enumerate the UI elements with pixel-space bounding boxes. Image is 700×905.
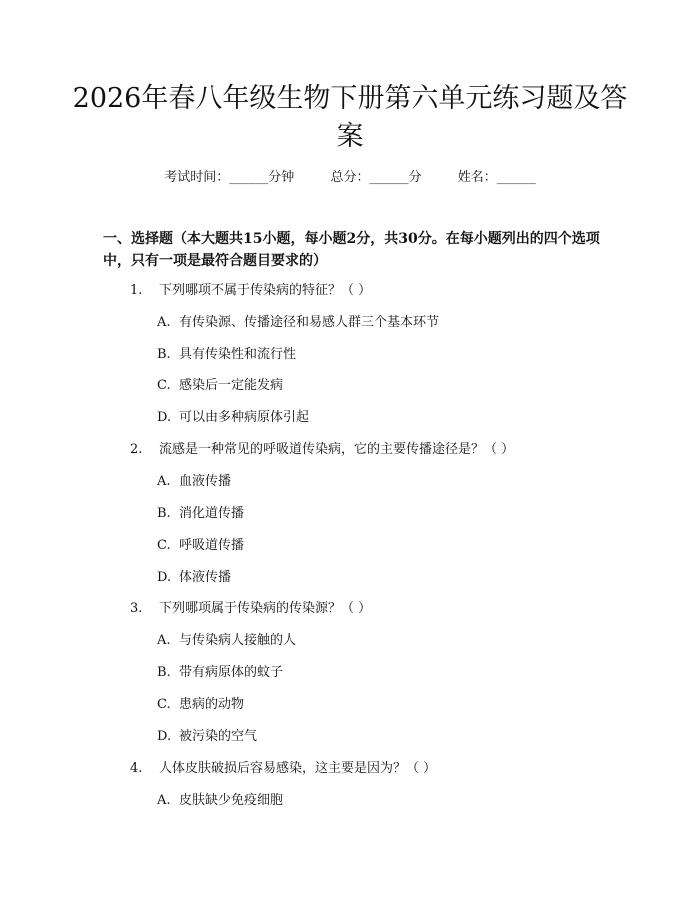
- question-2-option-a: [157, 473, 231, 491]
- question-3-option-d: [157, 728, 257, 746]
- option-letter: A.: [157, 474, 171, 489]
- question-4: [130, 760, 436, 778]
- option-text: 患病的动物: [179, 697, 245, 712]
- option-letter: B.: [157, 506, 171, 521]
- option-text: 有传染源、传播途径和易感人群三个基本环节: [179, 315, 440, 330]
- option-letter: D.: [157, 729, 172, 744]
- option-letter: D.: [157, 410, 172, 425]
- exam-name: 姓名：______: [457, 170, 536, 185]
- option-text: 带有病原体的蚊子: [179, 665, 284, 680]
- option-text: 感染后一定能发病: [179, 378, 284, 393]
- question-1-option-a: [157, 314, 439, 332]
- option-letter: A.: [157, 793, 171, 808]
- exam-meta: [0, 168, 700, 188]
- option-text: 具有传染性和流行性: [179, 347, 297, 362]
- question-number: 4.: [130, 761, 143, 776]
- question-number: 3.: [130, 601, 143, 616]
- option-letter: A.: [157, 633, 171, 648]
- option-letter: B.: [157, 665, 171, 680]
- question-text: 人体皮肤破损后容易感染，这主要是因为？（ ）: [159, 761, 437, 776]
- option-letter: C.: [157, 538, 171, 553]
- question-3-option-a: [157, 632, 296, 650]
- question-1: [130, 282, 371, 300]
- question-number: 2.: [130, 442, 143, 457]
- question-number: 1.: [130, 283, 143, 298]
- exam-total-score: 总分：______分: [330, 170, 422, 185]
- option-text: 消化道传播: [179, 506, 245, 521]
- question-3-option-b: [157, 664, 283, 682]
- question-3: [130, 600, 371, 618]
- option-text: 体液传播: [179, 570, 232, 585]
- option-letter: C.: [157, 378, 171, 393]
- option-text: 皮肤缺少免疫细胞: [179, 793, 284, 808]
- document-title: 2026年春八年级生物下册第六单元练习题及答案: [72, 83, 628, 152]
- question-1-option-c: [157, 377, 283, 395]
- option-text: 血液传播: [179, 474, 232, 489]
- question-3-option-c: [157, 696, 244, 714]
- question-2: [130, 441, 514, 459]
- question-4-option-a: [157, 792, 283, 810]
- option-text: 与传染病人接触的人: [179, 633, 297, 648]
- question-1-option-b: [157, 346, 296, 364]
- option-letter: C.: [157, 697, 171, 712]
- question-text: 流感是一种常见的呼吸道传染病，它的主要传播途径是？（ ）: [159, 442, 515, 457]
- question-2-option-b: [157, 505, 244, 523]
- question-text: 下列哪项属于传染病的传染源？（ ）: [159, 601, 372, 616]
- question-2-option-c: [157, 537, 244, 555]
- option-text: 呼吸道传播: [179, 538, 245, 553]
- option-letter: D.: [157, 570, 172, 585]
- option-letter: B.: [157, 347, 171, 362]
- question-text: 下列哪项不属于传染病的特征？（ ）: [159, 283, 372, 298]
- exam-time: 考试时间：______分钟: [164, 170, 295, 185]
- option-letter: A.: [157, 315, 171, 330]
- option-text: 可以由多种病原体引起: [179, 410, 310, 425]
- option-text: 被污染的空气: [179, 729, 258, 744]
- question-2-option-d: [157, 569, 231, 587]
- section-heading: 一、选择题（本大题共15小题，每小题2分，共30分。在每小题列出的四个选项中，只有一项是最符合题目要求的）: [103, 231, 600, 269]
- question-1-option-d: [157, 409, 309, 427]
